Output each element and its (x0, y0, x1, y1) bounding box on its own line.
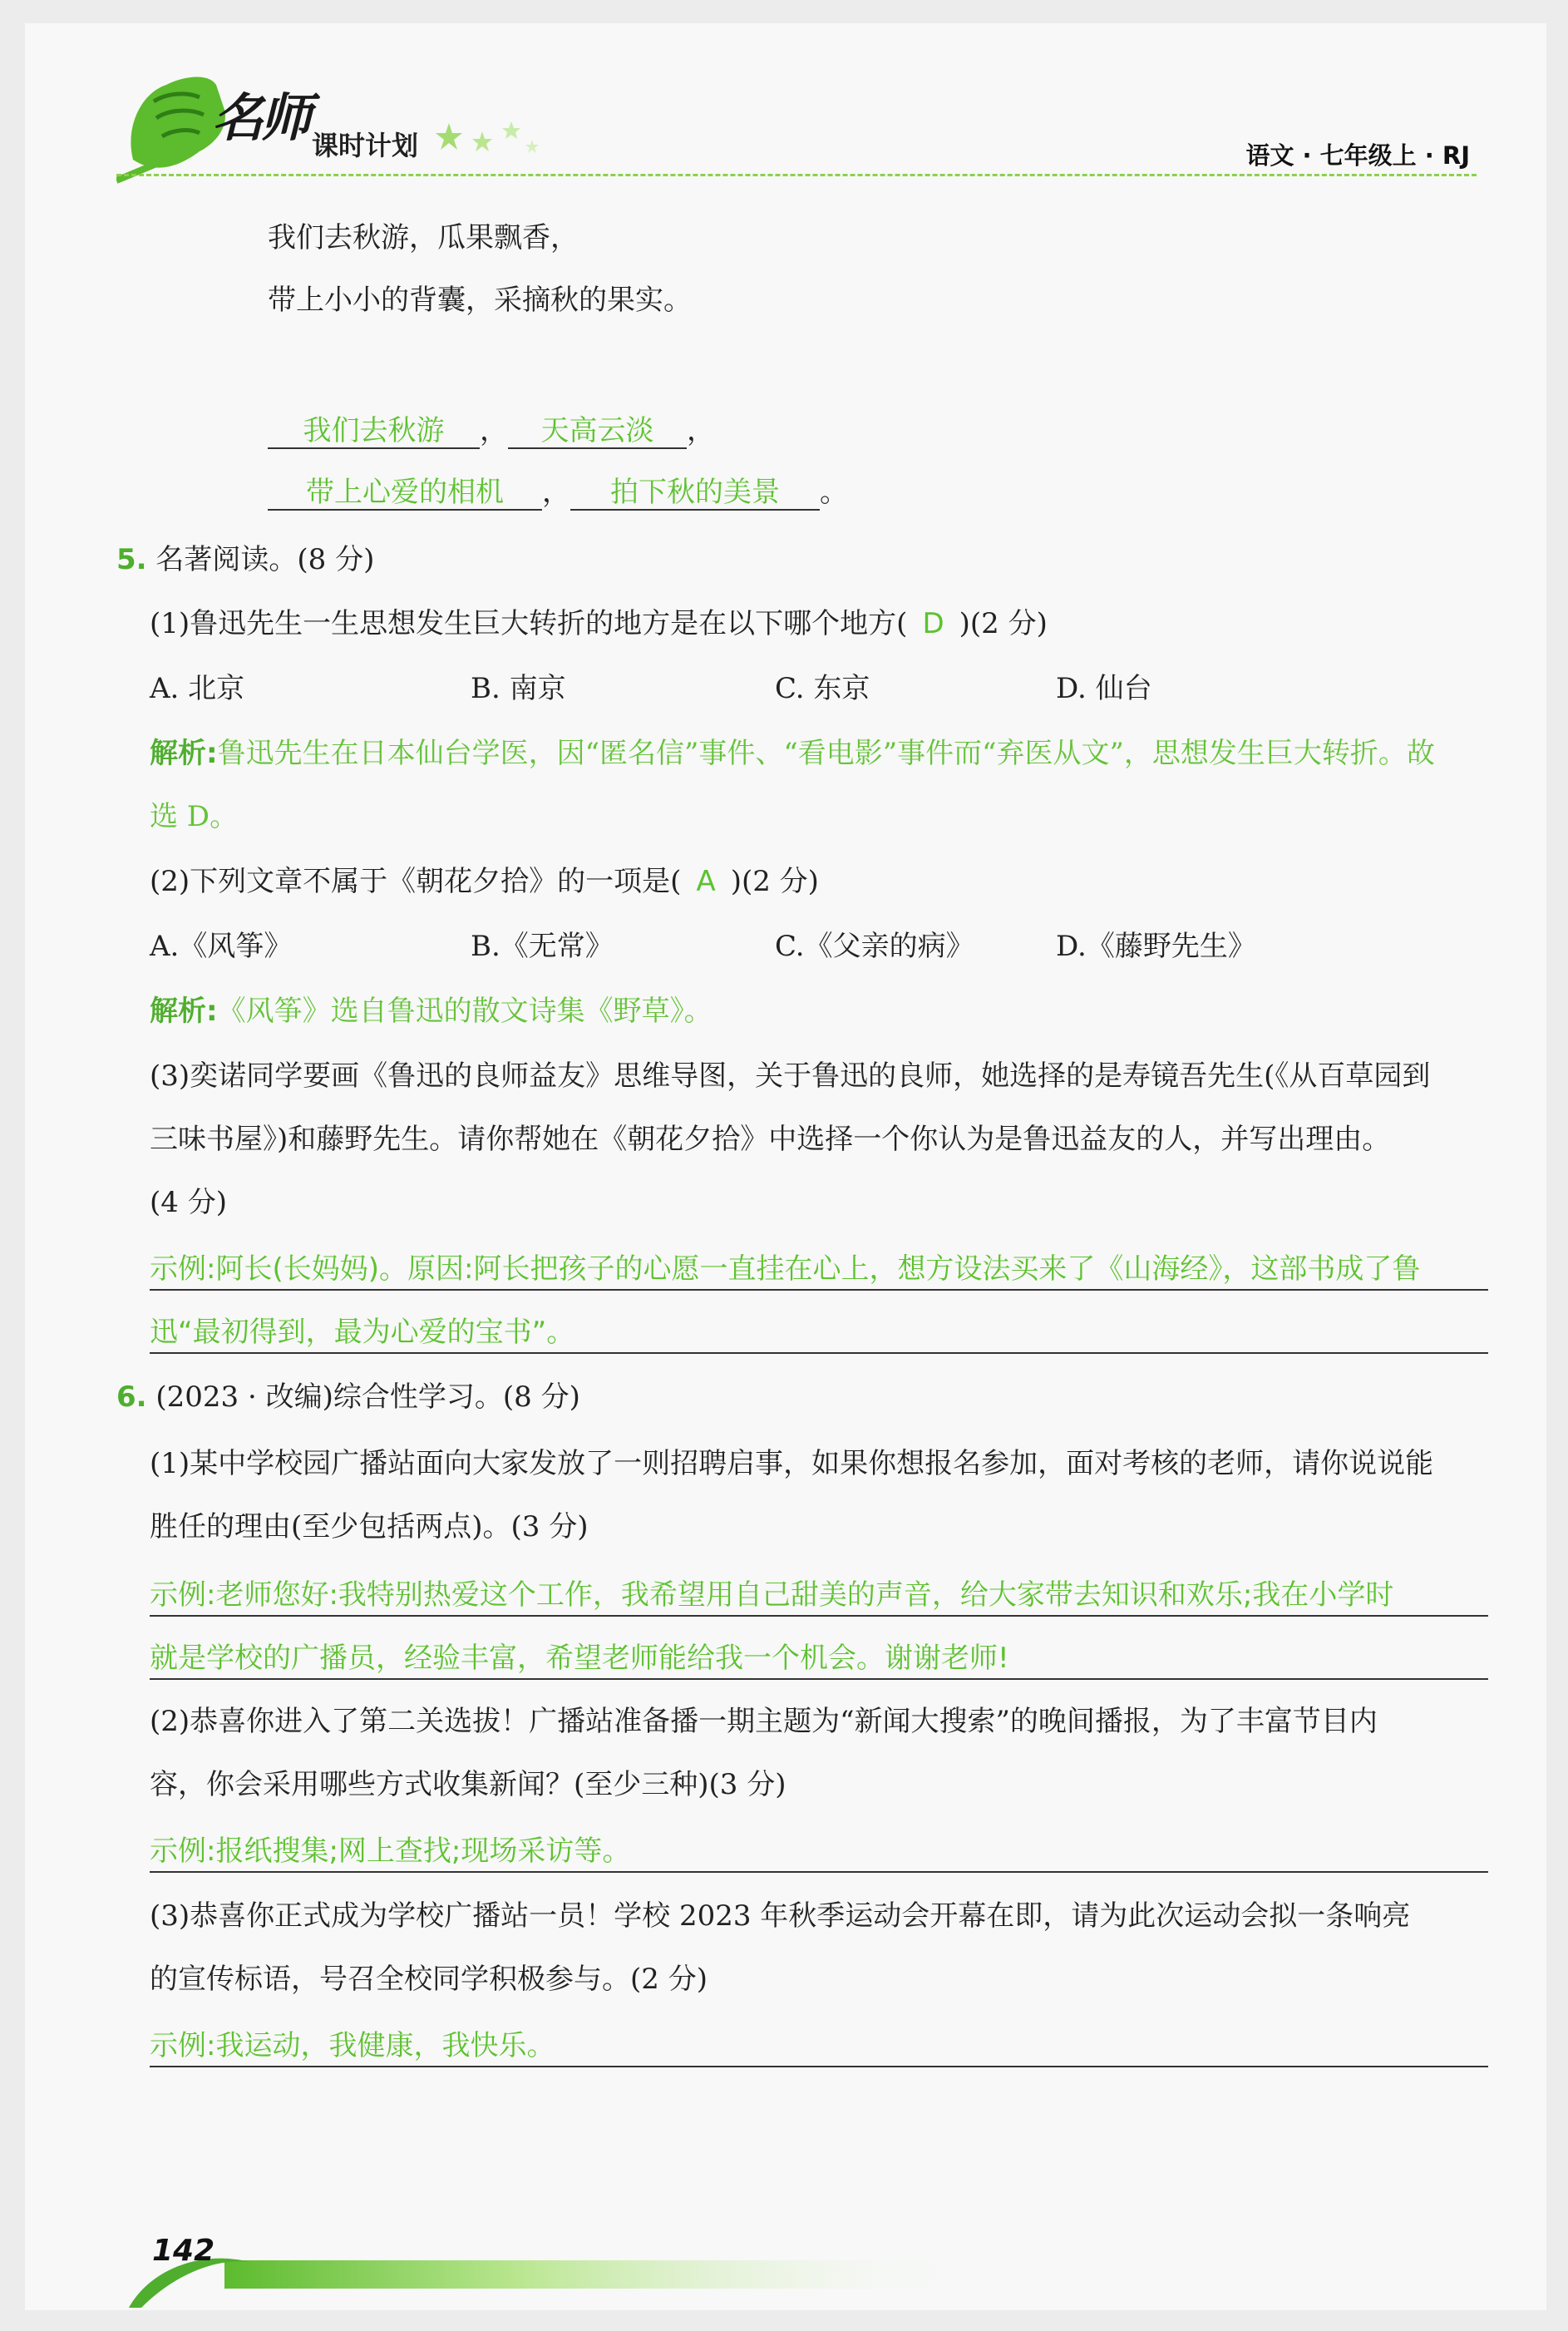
question-6-title: 6. (2023 · 改编)综合性学习。(8 分) (116, 1380, 580, 1414)
poem-answer-line-2: 带上心爱的相机 ， 拍下秋的美景 。 (268, 476, 848, 511)
poem-answer-line-1: 我们去秋游 ， 天高云淡 ， (268, 414, 715, 449)
stars-decoration-icon (432, 115, 549, 173)
q6-sub3-line-2: 的宣传标语，号召全校同学积极参与。(2 分) (150, 1963, 708, 1996)
q5-sub1-options (150, 672, 1480, 705)
answer-underline (150, 1289, 1488, 1291)
brand-logo-text: 名师 (212, 87, 309, 148)
option-b: B.《无常》 (471, 930, 614, 963)
option-a: A. 北京 (150, 672, 245, 705)
q5-sub1-prompt: (1)鲁迅先生一生思想发生巨大转折的地方是在以下哪个地方( D )(2 分) (150, 607, 1048, 640)
q5-sub2-options (150, 930, 1480, 963)
option-a: A.《风筝》 (150, 930, 293, 963)
q5-sub3-answer-line-1: 示例:阿长(长妈妈)。原因:阿长把孩子的心愿一直挂在心上，想方设法买来了《山海经》，这部书成了鲁 (150, 1252, 1421, 1286)
q6-sub1-line-1: (1)某中学校园广播站面向大家发放了一则招聘启事，如果你想报名参加，面对考核的老师，请你说说能 (150, 1447, 1434, 1480)
q6-sub2-line-1: (2)恭喜你进入了第二关选拔！广播站准备播一期主题为“新闻大搜索”的晚间播报，为了丰富节目内 (150, 1705, 1378, 1738)
footer-swoosh-decoration (125, 2237, 956, 2312)
poem-line-1: 我们去秋游，瓜果飘香， (268, 221, 579, 254)
answer-underline (150, 1615, 1488, 1617)
answer-blank-3: 带上心爱的相机 (268, 476, 542, 511)
option-d: D. 仙台 (1056, 672, 1152, 705)
q5-sub3-answer-line-2: 迅“最初得到，最为心爱的宝书”。 (150, 1316, 575, 1349)
subject-grade-label: 语文 · 七年级上 · RJ (1245, 141, 1470, 170)
answer-underline (150, 2066, 1488, 2067)
question-5-title: 5. 名著阅读。(8 分) (116, 543, 375, 576)
q5-sub1-analysis-line-2: 选 D。 (150, 800, 239, 833)
answer-blank-1: 我们去秋游 (268, 414, 480, 449)
page-number: 142 (152, 2234, 215, 2268)
option-b: B. 南京 (471, 672, 566, 705)
q6-sub1-line-2: 胜任的理由(至少包括两点)。(3 分) (150, 1510, 589, 1543)
header-divider (116, 174, 1477, 176)
answer-underline (150, 1352, 1488, 1354)
answer-blank-2: 天高云淡 (508, 414, 687, 449)
q5-sub2-prompt: (2)下列文章不属于《朝花夕拾》的一项是( A )(2 分) (150, 865, 819, 898)
answer-underline (150, 1871, 1488, 1873)
series-title: 课时计划 (312, 130, 419, 161)
answer-underline (150, 1678, 1488, 1680)
q5-sub3-line-3: (4 分) (150, 1186, 227, 1219)
q6-sub3-line-1: (3)恭喜你正式成为学校广播站一员！学校 2023 年秋季运动会开幕在即，请为此次运动会拟一条响亮 (150, 1899, 1411, 1933)
option-c: C. 东京 (775, 672, 870, 705)
option-d: D.《藤野先生》 (1056, 930, 1256, 963)
answer-blank-4: 拍下秋的美景 (570, 476, 820, 511)
q6-sub1-answer-line-2: 就是学校的广播员，经验丰富，希望老师能给我一个机会。谢谢老师! (150, 1642, 1009, 1675)
q6-sub2-answer: 示例:报纸搜集;网上查找;现场采访等。 (150, 1835, 631, 1868)
q5-sub3-line-1: (3)奕诺同学要画《鲁迅的良师益友》思维导图，关于鲁迅的良师，她选择的是寿镜吾先生(《从百草园到 (150, 1059, 1431, 1093)
q5-sub1-analysis-line-1: 解析:鲁迅先生在日本仙台学医，因“匿名信”事件、“看电影”事件而“弃医从文”，思想发生巨大转折。故 (150, 737, 1435, 770)
q6-sub2-line-2: 容，你会采用哪些方式收集新闻？(至少三种)(3 分) (150, 1768, 786, 1801)
q5-sub2-analysis: 解析:《风筝》选自鲁迅的散文诗集《野草》。 (150, 995, 713, 1028)
option-c: C.《父亲的病》 (775, 930, 974, 963)
q6-sub1-answer-line-1: 示例:老师您好:我特别热爱这个工作，我希望用自己甜美的声音，给大家带去知识和欢乐;我在小学时 (150, 1578, 1394, 1612)
poem-line-2: 带上小小的背囊，采摘秋的果实。 (268, 284, 692, 317)
q5-sub3-line-2: 三味书屋》)和藤野先生。请你帮她在《朝花夕拾》中选择一个你认为是鲁迅益友的人，并写出理由。 (150, 1123, 1391, 1156)
q6-sub3-answer: 示例:我运动，我健康，我快乐。 (150, 2029, 555, 2062)
